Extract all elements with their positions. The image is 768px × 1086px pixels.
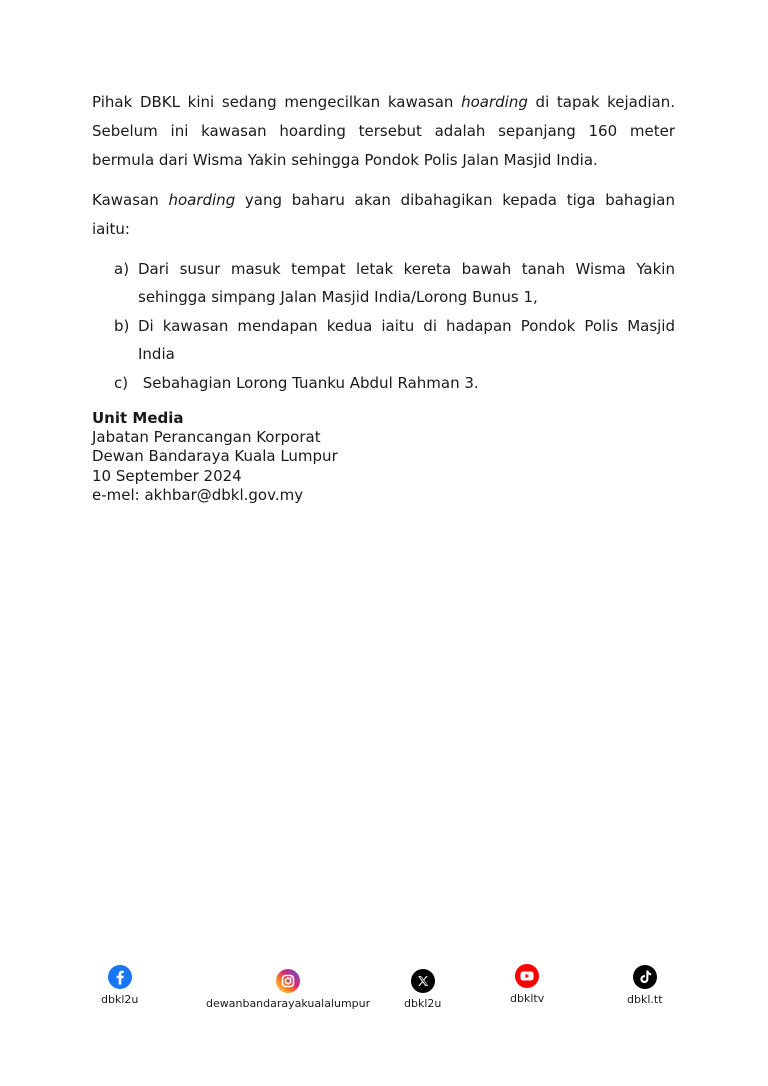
signature-unit: Unit Media xyxy=(92,409,184,427)
list-item xyxy=(92,369,675,397)
emphasis-hoarding: hoarding xyxy=(461,93,528,111)
signature-email[interactable]: e-mel: akhbar@dbkl.gov.my xyxy=(92,485,304,504)
emphasis-hoarding: hoarding xyxy=(168,191,236,209)
paragraph-text: Kawasan xyxy=(92,191,169,209)
list-item-text: Di kawasan mendapan kedua iaitu di hadapan Pondok Polis Masjid India xyxy=(138,317,675,363)
social-facebook[interactable] xyxy=(101,965,138,1006)
signature-date: 10 September 2024 xyxy=(92,466,242,485)
list-marker: c) xyxy=(114,374,129,392)
list-item-text: Sebahagian Lorong Tuanku Abdul Rahman 3. xyxy=(138,374,479,392)
social-media-footer xyxy=(0,960,768,1020)
signature-department: Jabatan Perancangan Korporat xyxy=(92,428,321,447)
social-x[interactable] xyxy=(404,969,441,1010)
social-instagram[interactable] xyxy=(206,969,370,1010)
instagram-icon xyxy=(276,969,300,993)
signature-organisation: Dewan Bandaraya Kuala Lumpur xyxy=(92,447,338,466)
social-handle: dbkl2u xyxy=(101,993,139,1006)
x-icon xyxy=(411,969,435,993)
youtube-icon xyxy=(515,964,539,988)
facebook-icon xyxy=(108,965,132,989)
list-marker: b) xyxy=(114,317,130,335)
hoarding-sections-list xyxy=(92,255,675,397)
social-handle: dbkl.tt xyxy=(627,993,663,1006)
social-handle: dewanbandarayakualalumpur xyxy=(206,997,371,1010)
list-item xyxy=(92,255,675,311)
press-release-body xyxy=(92,88,675,397)
social-handle: dbkl2u xyxy=(404,997,442,1010)
paragraph-text: di tapak kejadian. Sebelum ini kawasan hoarding tersebut adalah sepanjang 160 meter bermula dari Wisma Yakin sehingga Pondok Polis Jalan Masjid India. xyxy=(92,93,675,169)
paragraph-new-hoarding xyxy=(92,186,675,244)
social-tiktok[interactable] xyxy=(627,965,663,1006)
social-youtube[interactable] xyxy=(510,964,544,1005)
signature-block xyxy=(92,409,338,505)
list-item xyxy=(92,312,675,368)
social-handle: dbkltv xyxy=(510,992,545,1005)
paragraph-text: yang baharu akan dibahagikan kepada tiga bahagian iaitu: xyxy=(92,191,675,238)
list-item-text: Dari susur masuk tempat letak kereta bawah tanah Wisma Yakin sehingga simpang Jalan Masjid India/Lorong Bunus 1, xyxy=(138,260,675,306)
paragraph-text: Pihak DBKL kini sedang mengecilkan kawasan xyxy=(92,93,462,111)
tiktok-icon xyxy=(633,965,657,989)
paragraph-hoarding-reduction xyxy=(92,88,675,175)
list-marker: a) xyxy=(114,260,130,278)
